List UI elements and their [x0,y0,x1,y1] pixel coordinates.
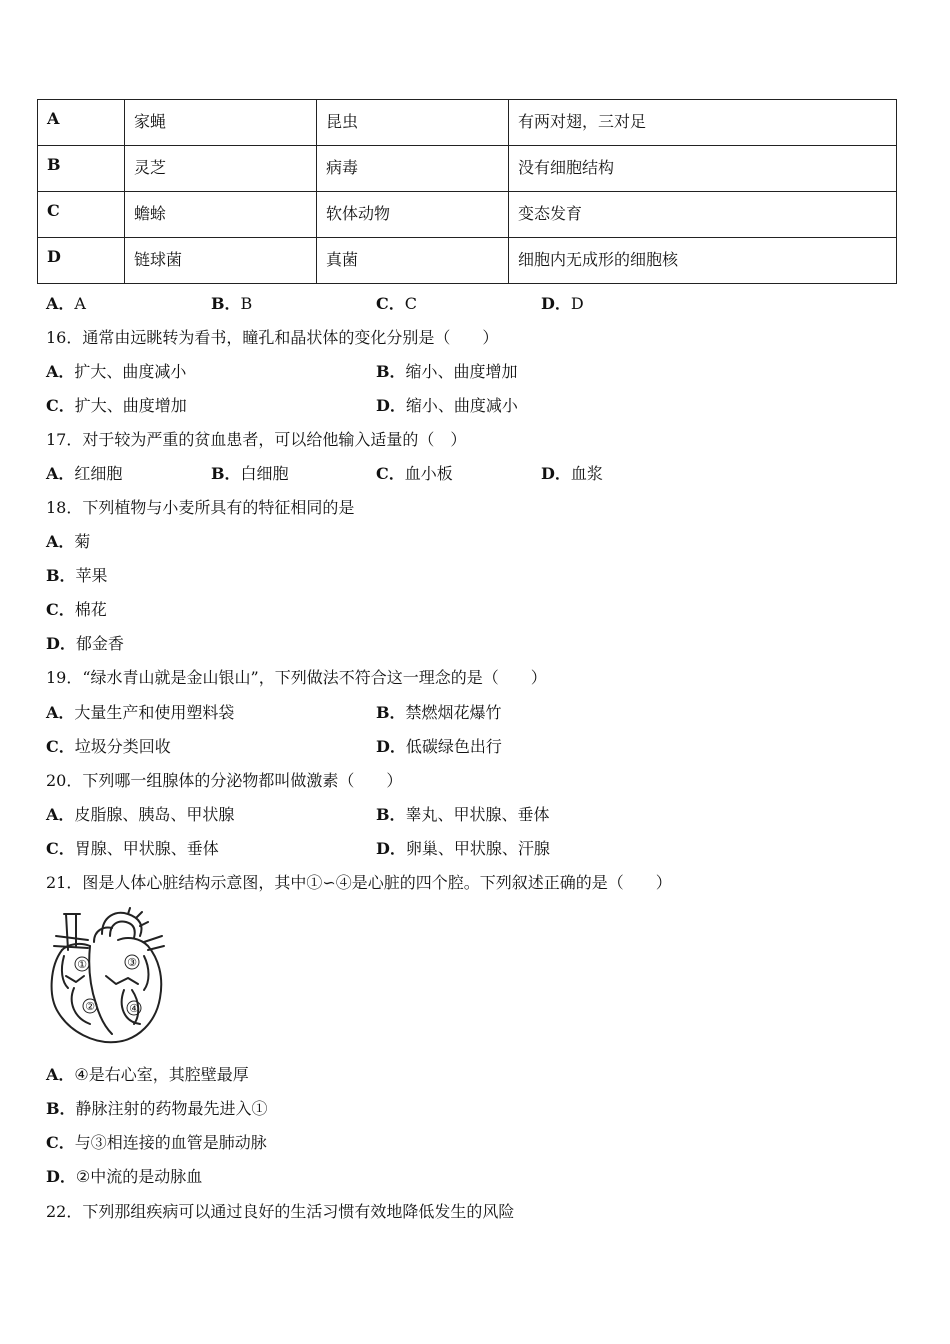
option-text: B [240,294,253,313]
option-letter: D． [541,464,571,483]
option-d [541,464,603,484]
question-22-stem: 22．下列那组疾病可以通过良好的生活习惯有效地降低发生的风险 [46,1202,515,1221]
option-text: 大量生产和使用塑料袋 [74,703,235,722]
option-letter: D． [376,737,406,756]
table-cell: 病毒 [317,146,509,192]
option-letter: C． [46,839,75,858]
table-cell: 家蝇 [125,100,317,146]
option-c [46,396,187,416]
table-cell: 链球菌 [125,238,317,284]
option-letter: D． [46,1167,76,1186]
heart-diagram [44,906,166,1048]
option-letter: C． [376,294,405,313]
chamber-label: ② [85,1000,95,1013]
option-a [46,1065,249,1085]
option-letter: B． [211,464,241,483]
option-d [46,634,124,654]
option-text: ②中流的是动脉血 [75,1167,203,1186]
option-text: 胃腺、甲状腺、垂体 [74,839,219,858]
option-letter: B． [376,703,406,722]
option-text: D [570,294,584,313]
option-text: 静脉注射的药物最先进入① [75,1099,268,1118]
option-letter: C． [46,600,75,619]
option-text: 苹果 [75,566,108,585]
question-17-stem: 17．对于较为严重的贫血患者，可以给他输入适量的（ ） [46,430,467,449]
option-b [376,362,518,382]
option-text: 卵巢、甲状腺、汗腺 [405,839,550,858]
option-text: 缩小、曲度减小 [405,396,518,415]
option-a [46,703,234,723]
option-a [46,464,122,484]
option-text: 垃圾分类回收 [74,737,171,756]
table-cell: D [38,238,125,284]
question-16-stem: 16．通常由远眺转为看书，瞳孔和晶状体的变化分别是（ ） [46,328,499,347]
option-letter: A． [46,805,75,824]
option-c [46,1133,267,1153]
question-21-stem: 21．图是人体心脏结构示意图，其中①∽④是心脏的四个腔。下列叙述正确的是（ ） [46,873,672,892]
table-cell: A [38,100,125,146]
table-cell: 有两对翅，三对足 [509,100,897,146]
option-d [376,396,518,416]
option-c [46,737,171,757]
option-letter: B． [376,362,406,381]
option-letter: C． [376,464,405,483]
option-d [376,737,502,757]
option-letter: A． [46,464,75,483]
table-cell: 真菌 [317,238,509,284]
option-d [376,839,550,859]
table-cell: 软体动物 [317,192,509,238]
option-b [211,294,252,314]
option-text: 低碳绿色出行 [405,737,502,756]
question-20-stem: 20．下列哪一组腺体的分泌物都叫做激素（ ） [46,771,403,790]
option-b [211,464,289,484]
question-18-stem: 18．下列植物与小麦所具有的特征相同的是 [46,498,355,517]
option-letter: A． [46,362,75,381]
option-text: C [404,294,417,313]
table-cell: 昆虫 [317,100,509,146]
option-letter: D． [376,839,406,858]
option-letter: A． [46,703,75,722]
option-text: 血小板 [404,464,453,483]
option-b [376,805,550,825]
option-text: 与③相连接的血管是肺动脉 [74,1133,267,1152]
option-c [46,600,107,620]
chamber-label: ① [77,958,87,971]
table-row [38,100,897,146]
option-text: 扩大、曲度增加 [74,396,187,415]
table-cell: 灵芝 [125,146,317,192]
option-text: 郁金香 [75,634,124,653]
table-cell: 细胞内无成形的细胞核 [509,238,897,284]
option-b [46,566,108,586]
option-a [46,532,90,552]
option-a [46,294,86,314]
option-letter: D． [541,294,571,313]
option-text: ④是右心室，其腔壁最厚 [74,1065,249,1084]
chamber-label: ④ [129,1002,139,1015]
option-text: 睾丸、甲状腺、垂体 [405,805,550,824]
option-letter: A． [46,1065,75,1084]
option-text: 扩大、曲度减小 [74,362,187,381]
option-a [46,805,234,825]
option-d [46,1167,202,1187]
option-letter: A． [46,294,75,313]
option-letter: B． [46,566,76,585]
option-text: 皮脂腺、胰岛、甲状腺 [74,805,235,824]
table-cell: 变态发育 [509,192,897,238]
table-row [38,192,897,238]
option-letter: A． [46,532,75,551]
option-text: 缩小、曲度增加 [405,362,518,381]
question-19-stem: 19．“绿水青山就是金山银山”，下列做法不符合这一理念的是（ ） [46,668,547,687]
option-c [376,464,453,484]
option-letter: D． [46,634,76,653]
option-b [46,1099,268,1119]
option-letter: D． [376,396,406,415]
option-text: 红细胞 [74,464,123,483]
table-cell: C [38,192,125,238]
option-letter: B． [211,294,241,313]
option-text: 棉花 [74,600,107,619]
option-c [46,839,219,859]
option-b [376,703,502,723]
option-text: A [74,294,86,313]
classification-table [37,99,897,284]
option-letter: B． [46,1099,76,1118]
option-text: 禁燃烟花爆竹 [405,703,502,722]
option-text: 白细胞 [240,464,289,483]
option-d [541,294,584,314]
option-a [46,362,186,382]
option-text: 菊 [74,532,91,551]
option-letter: B． [376,805,406,824]
table-cell: 没有细胞结构 [509,146,897,192]
table-row [38,146,897,192]
option-letter: C． [46,1133,75,1152]
table-cell: 蟾蜍 [125,192,317,238]
option-letter: C． [46,737,75,756]
option-letter: C． [46,396,75,415]
table-row [38,238,897,284]
option-c [376,294,417,314]
chamber-label: ③ [127,956,137,969]
option-text: 血浆 [570,464,603,483]
table-cell: B [38,146,125,192]
